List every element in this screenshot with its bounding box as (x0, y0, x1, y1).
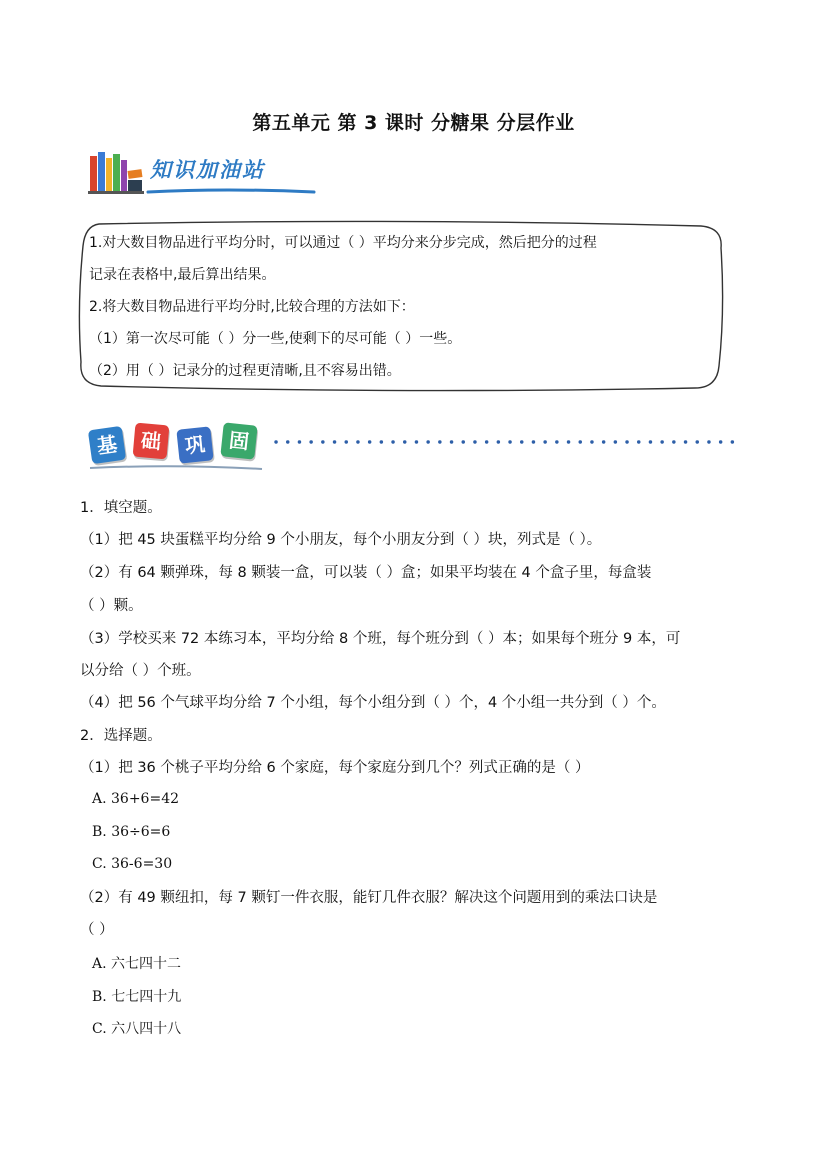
tile-2: 础 (133, 423, 170, 460)
knowledge-line-1: 1.对大数目物品进行平均分时，可以通过（ ）平均分来分步完成，然后把分的过程 (89, 235, 597, 251)
question-1-title: 1．填空题。 (80, 500, 162, 516)
question-1-3: （3）学校买来 72 本练习本，平均分给 8 个班，每个班分到（ ）本；如果每个班分 9 本，可 (80, 631, 681, 647)
page-title: 第五单元 第 3 课时 分糖果 分层作业 (252, 112, 575, 134)
question-1-2: （2）有 64 颗弹珠，每 8 颗装一盒，可以装（ ）盒；如果平均装在 4 个盒子里，每盒装 (80, 565, 652, 581)
knowledge-line-4: （1）第一次尽可能（ ）分一些,使剩下的尽可能（ ）一些。 (89, 331, 462, 347)
question-2-title: 2．选择题。 (80, 728, 162, 744)
question-1-3-cont: 以分给（ ）个班。 (80, 663, 201, 679)
question-2-1-option-c: C. 36-6=30 (92, 856, 173, 872)
knowledge-box (77, 220, 724, 392)
knowledge-line-5: （2）用（ ）记录分的过程更清晰,且不容易出错。 (89, 363, 401, 379)
tile-1: 基 (88, 426, 126, 464)
tile-3: 巩 (176, 426, 213, 463)
knowledge-line-2: 记录在表格中,最后算出结果。 (89, 267, 276, 283)
knowledge-line-3: 2.将大数目物品进行平均分时,比较合理的方法如下： (89, 299, 415, 315)
knowledge-station-heading: 知识加油站 (150, 158, 265, 182)
question-2-1-option-a: A. 36+6=42 (92, 791, 180, 807)
question-1-4: （4）把 56 个气球平均分给 7 个小组，每个小组分到（ ）个，4 个小组一共分到（ ）个。 (80, 695, 666, 711)
banner-swoosh (86, 464, 266, 472)
heading-underline (146, 186, 316, 196)
question-2-2-option-c: C. 六八四十八 (92, 1021, 182, 1037)
question-2-2: （2）有 49 颗纽扣，每 7 颗钉一件衣服，能钉几件衣服？解决这个问题用到的乘法口诀是 (80, 890, 658, 906)
question-2-1-option-b: B. 36÷6=6 (92, 824, 171, 840)
question-1-2-cont: （ ）颗。 (80, 598, 143, 614)
question-2-2-option-b: B. 七七四十九 (92, 989, 182, 1005)
knowledge-station-banner (88, 148, 318, 196)
basic-consolidation-banner (86, 420, 746, 472)
books-icon (88, 150, 144, 194)
question-2-2-cont: （ ） (80, 922, 114, 938)
question-2-2-option-a: A. 六七四十二 (92, 956, 182, 972)
tile-4: 固 (220, 422, 257, 459)
question-1-1: （1）把 45 块蛋糕平均分给 9 个小朋友，每个小朋友分到（ ）块，列式是（ ）。 (80, 532, 602, 548)
question-2-1: （1）把 36 个桃子平均分给 6 个家庭，每个家庭分到几个？列式正确的是（ ） (80, 760, 590, 776)
dotted-divider (274, 438, 744, 446)
